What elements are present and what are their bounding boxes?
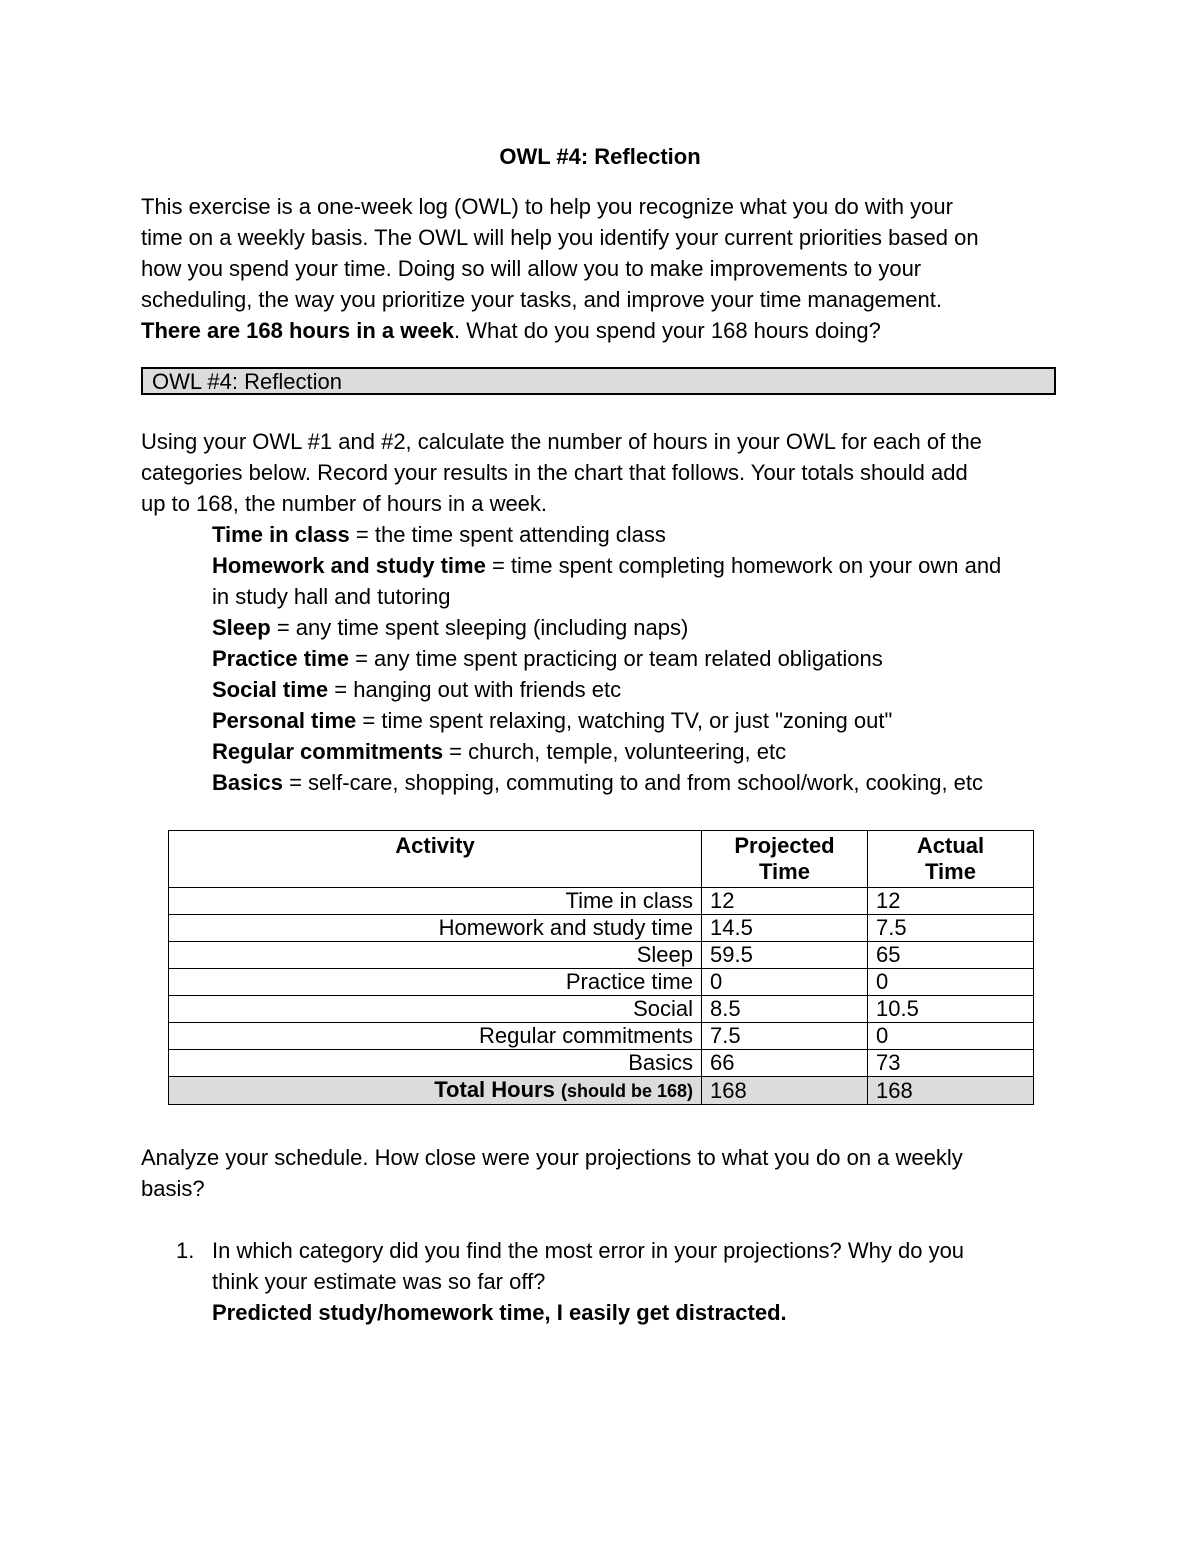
definition-time-in-class bbox=[212, 519, 666, 550]
intro-line-1: This exercise is a one-week log (OWL) to help you recognize what you do with your bbox=[141, 194, 953, 219]
definition-term: Regular commitments bbox=[212, 739, 444, 764]
actual-cell: 0 bbox=[868, 1023, 1034, 1050]
projected-cell: 59.5 bbox=[702, 942, 868, 969]
projected-cell: 8.5 bbox=[702, 996, 868, 1023]
actual-cell: 10.5 bbox=[868, 996, 1034, 1023]
total-label-cell bbox=[169, 1077, 702, 1105]
projected-cell: 14.5 bbox=[702, 915, 868, 942]
table-row bbox=[169, 888, 1034, 915]
definition-term: Practice time bbox=[212, 646, 349, 671]
definition-desc: = church, temple, volunteering, etc bbox=[443, 739, 787, 764]
total-actual-cell: 168 bbox=[868, 1077, 1034, 1105]
definition-practice bbox=[212, 643, 883, 674]
definition-regular bbox=[212, 736, 786, 767]
definition-desc: = any time spent sleeping (including naps) bbox=[270, 615, 689, 640]
instructions-line-2: categories below. Record your results in the chart that follows. Your totals should add bbox=[141, 460, 968, 485]
definition-term: Homework and study time bbox=[212, 553, 486, 578]
definition-term: Personal time bbox=[212, 708, 357, 733]
question-number: 1. bbox=[176, 1238, 195, 1263]
activity-cell: Regular commitments bbox=[169, 1023, 702, 1050]
intro-line-3: how you spend your time. Doing so will allow you to make improvements to your bbox=[141, 256, 922, 281]
projected-cell: 12 bbox=[702, 888, 868, 915]
definition-desc: = time spent completing homework on your own and bbox=[485, 553, 1002, 578]
instructions-line-3: up to 168, the number of hours in a week. bbox=[141, 491, 548, 516]
table-row bbox=[169, 942, 1034, 969]
intro-rest: . What do you spend your 168 hours doing? bbox=[454, 318, 881, 343]
intro-line-2: time on a weekly basis. The OWL will help you identify your current priorities based on bbox=[141, 225, 979, 250]
total-label: Total Hours bbox=[434, 1077, 555, 1102]
activity-cell: Social bbox=[169, 996, 702, 1023]
activity-cell: Time in class bbox=[169, 888, 702, 915]
instructions-line-1: Using your OWL #1 and #2, calculate the number of hours in your OWL for each of the bbox=[141, 429, 982, 454]
table-row bbox=[169, 969, 1034, 996]
actual-cell: 0 bbox=[868, 969, 1034, 996]
page-title: OWL #4: Reflection bbox=[499, 144, 701, 169]
total-projected-cell: 168 bbox=[702, 1077, 868, 1105]
definition-desc: = hanging out with friends etc bbox=[328, 677, 622, 702]
header-actual bbox=[868, 831, 1034, 888]
intro-line-5 bbox=[141, 315, 881, 346]
table-row bbox=[169, 1050, 1034, 1077]
header-actual-line-1: Actual bbox=[916, 833, 985, 858]
table-row bbox=[169, 1023, 1034, 1050]
definition-desc: = any time spent practicing or team related obligations bbox=[348, 646, 883, 671]
header-projected-line-2: Time bbox=[759, 859, 810, 884]
actual-cell: 65 bbox=[868, 942, 1034, 969]
analysis-line-1: Analyze your schedule. How close were your projections to what you do on a weekly bbox=[141, 1145, 963, 1170]
definition-basics bbox=[212, 767, 983, 798]
question-line-1: In which category did you find the most error in your projections? Why do you bbox=[212, 1238, 965, 1263]
total-note: (should be 168) bbox=[560, 1081, 693, 1101]
definition-personal bbox=[212, 705, 892, 736]
projected-cell: 7.5 bbox=[702, 1023, 868, 1050]
table-total-row bbox=[169, 1077, 1034, 1105]
definition-social bbox=[212, 674, 621, 705]
definition-desc: = time spent relaxing, watching TV, or just "zoning out" bbox=[356, 708, 893, 733]
hours-table bbox=[168, 830, 1034, 1105]
analysis-line-2: basis? bbox=[141, 1176, 205, 1201]
definition-term: Time in class bbox=[212, 522, 350, 547]
definition-homework-cont bbox=[212, 581, 451, 612]
actual-cell: 7.5 bbox=[868, 915, 1034, 942]
definition-homework bbox=[212, 550, 1001, 581]
activity-cell: Sleep bbox=[169, 942, 702, 969]
section-bar bbox=[141, 367, 1056, 395]
projected-cell: 0 bbox=[702, 969, 868, 996]
intro-bold: There are 168 hours in a week bbox=[141, 318, 455, 343]
question-answer: Predicted study/homework time, I easily get distracted. bbox=[212, 1300, 787, 1325]
header-activity: Activity bbox=[169, 831, 702, 888]
actual-cell: 12 bbox=[868, 888, 1034, 915]
definition-sleep bbox=[212, 612, 688, 643]
activity-cell: Basics bbox=[169, 1050, 702, 1077]
definition-desc: in study hall and tutoring bbox=[212, 584, 451, 609]
header-projected-line-1: Projected bbox=[734, 833, 835, 858]
definition-term: Sleep bbox=[212, 615, 271, 640]
intro-line-4: scheduling, the way you prioritize your tasks, and improve your time management. bbox=[141, 287, 942, 312]
header-actual-line-2: Time bbox=[925, 859, 976, 884]
activity-cell: Homework and study time bbox=[169, 915, 702, 942]
projected-cell: 66 bbox=[702, 1050, 868, 1077]
header-projected bbox=[702, 831, 868, 888]
question-line-2: think your estimate was so far off? bbox=[212, 1269, 546, 1294]
definition-term: Social time bbox=[212, 677, 329, 702]
table-row bbox=[169, 915, 1034, 942]
table-header-row bbox=[169, 831, 1034, 888]
definition-term: Basics bbox=[212, 770, 283, 795]
activity-cell: Practice time bbox=[169, 969, 702, 996]
table-row bbox=[169, 996, 1034, 1023]
definition-desc: = self-care, shopping, commuting to and from school/work, cooking, etc bbox=[282, 770, 984, 795]
section-bar-label: OWL #4: Reflection bbox=[152, 369, 342, 394]
definition-desc: = the time spent attending class bbox=[349, 522, 666, 547]
actual-cell: 73 bbox=[868, 1050, 1034, 1077]
